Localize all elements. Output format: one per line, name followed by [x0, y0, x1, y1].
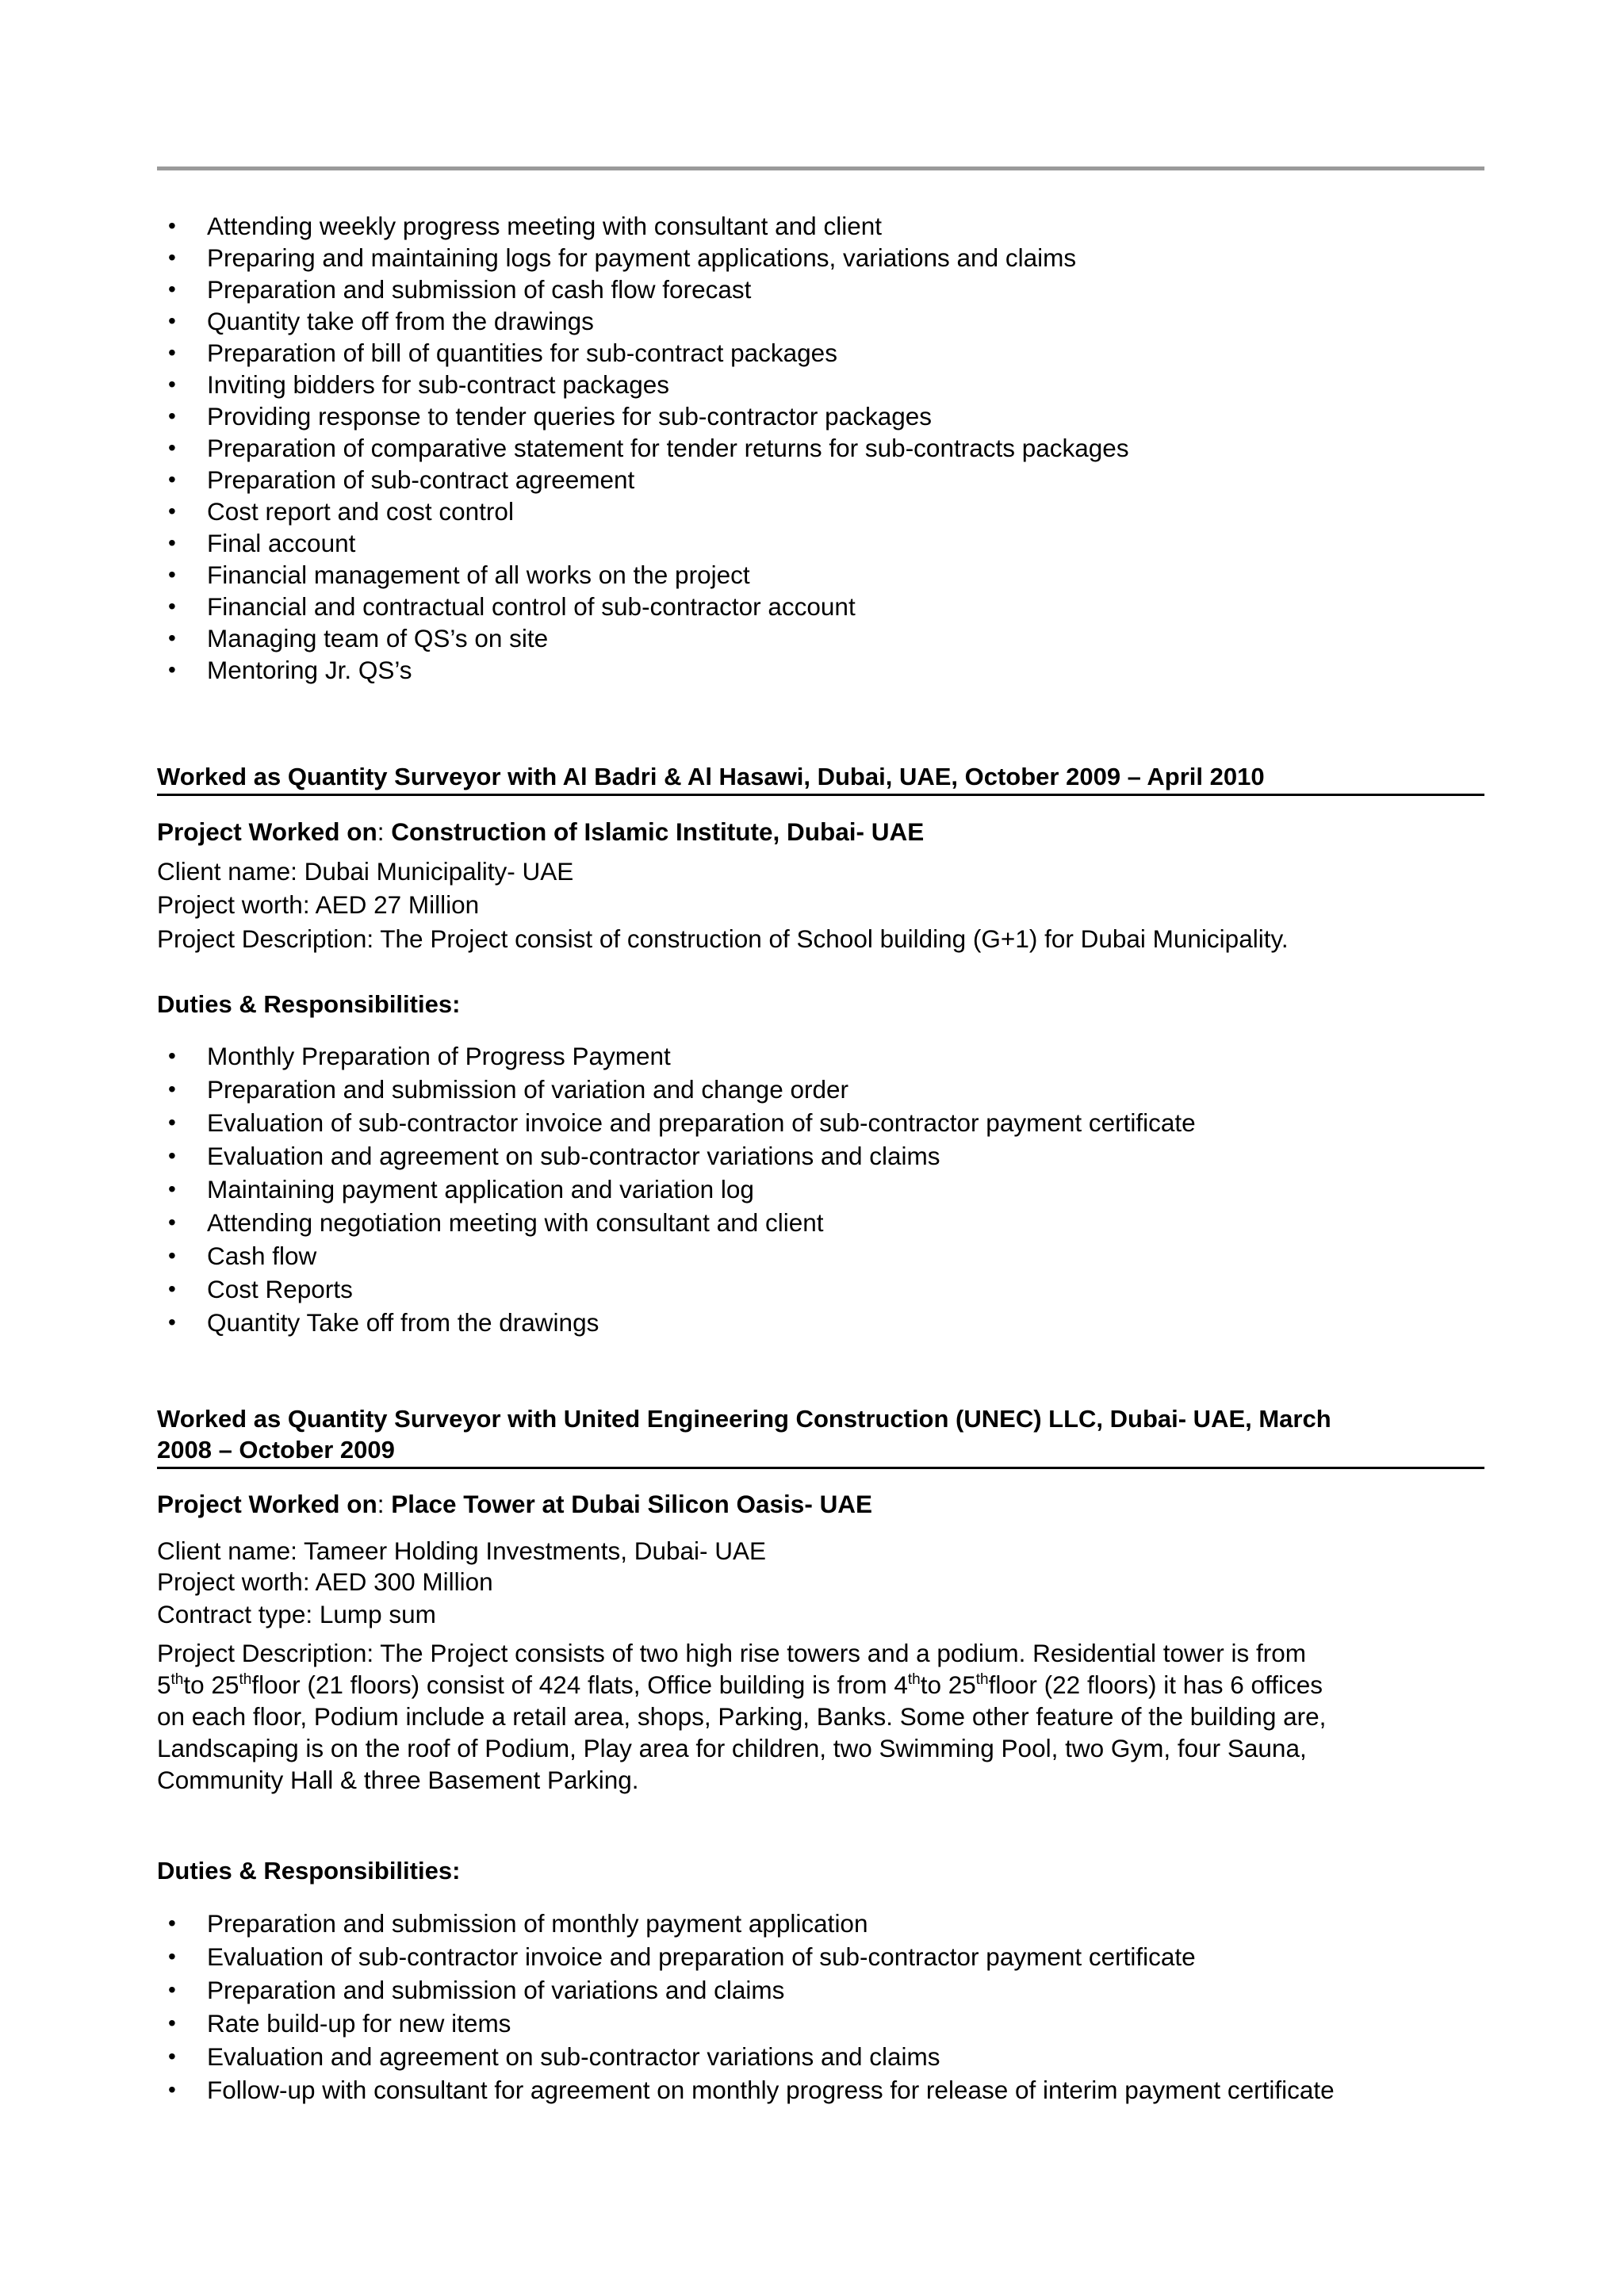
job1-heading: Worked as Quantity Surveyor with Al Badri & Al Hasawi, Dubai, UAE, October 2009 – April 2010	[157, 761, 1484, 796]
desc-superscript: th	[239, 1671, 252, 1688]
list-item: • Cost Reports	[157, 1272, 1489, 1306]
list-item: • Preparing and maintaining logs for payment applications, variations and claims	[157, 242, 1489, 274]
list-item: • Preparation and submission of monthly payment application	[157, 1907, 1489, 1940]
desc-fragment: floor (21 floors) consist of 424 flats, Office building is from 4	[251, 1670, 908, 1699]
desc-superscript: th	[170, 1671, 184, 1688]
job1-description: Project Description: The Project consist of construction of School building (G+1) for Dubai Municipality.	[157, 924, 1289, 953]
desc-fragment: to 25	[183, 1670, 239, 1699]
list-item: • Evaluation and agreement on sub-contractor variations and claims	[157, 1139, 1489, 1173]
job1-client: Client name: Dubai Municipality- UAE	[157, 857, 574, 886]
job2-project-line	[157, 1488, 872, 1520]
list-item: • Maintaining payment application and variation log	[157, 1173, 1489, 1206]
job1-project-line	[157, 816, 924, 848]
list-item: • Cost report and cost control	[157, 496, 1489, 527]
list-item: • Preparation of bill of quantities for sub-contract packages	[157, 337, 1489, 369]
list-item: • Monthly Preparation of Progress Payment	[157, 1039, 1489, 1073]
job2-heading-line1: Worked as Quantity Surveyor with United Engineering Construction (UNEC) LLC, Dubai- UAE, March	[157, 1405, 1331, 1433]
list-item: • Managing team of QS’s on site	[157, 622, 1489, 654]
list-item: • Final account	[157, 527, 1489, 559]
project-label: Project Worked on	[157, 1490, 377, 1518]
list-item: • Quantity take off from the drawings	[157, 305, 1489, 337]
job2-description	[157, 1637, 1497, 1796]
job2-heading-line2: 2008 – October 2009	[157, 1436, 395, 1464]
list-item: • Attending weekly progress meeting with consultant and client	[157, 210, 1489, 242]
list-item: • Mentoring Jr. QS’s	[157, 654, 1489, 686]
job1-duties-list	[157, 1039, 1489, 1339]
list-item: • Inviting bidders for sub-contract packages	[157, 369, 1489, 400]
project-label: Project Worked on	[157, 817, 377, 846]
list-item: • Rate build-up for new items	[157, 2007, 1489, 2040]
job1-worth: Project worth: AED 27 Million	[157, 890, 480, 919]
desc-superscript: th	[975, 1671, 989, 1688]
job2-heading	[157, 1403, 1484, 1469]
job2-client: Client name: Tameer Holding Investments, Dubai- UAE	[157, 1536, 767, 1565]
project-separator: :	[377, 1490, 392, 1518]
list-item: • Preparation and submission of variation and change order	[157, 1073, 1489, 1106]
desc-fragment: to 25	[920, 1670, 976, 1699]
job2-duties-list	[157, 1907, 1489, 2107]
list-item: • Evaluation of sub-contractor invoice and preparation of sub-contractor payment certificate	[157, 1940, 1489, 1973]
project-name: Construction of Islamic Institute, Dubai- UAE	[391, 817, 925, 846]
project-name: Place Tower at Dubai Silicon Oasis- UAE	[391, 1490, 873, 1518]
list-item: • Financial management of all works on the project	[157, 559, 1489, 591]
list-item: • Attending negotiation meeting with consultant and client	[157, 1206, 1489, 1239]
desc-line: Project Description: The Project consists of two high rise towers and a podium. Residential tower is from	[157, 1639, 1307, 1667]
list-item: • Preparation of sub-contract agreement	[157, 464, 1489, 496]
list-item: • Quantity Take off from the drawings	[157, 1306, 1489, 1339]
list-item: • Cash flow	[157, 1239, 1489, 1272]
top-divider	[157, 166, 1484, 170]
desc-line: Landscaping is on the roof of Podium, Play area for children, two Swimming Pool, two Gym, four Sauna,	[157, 1734, 1307, 1762]
list-item: • Preparation and submission of cash flow forecast	[157, 274, 1489, 305]
desc-fragment: floor (22 floors) it has 6 offices	[988, 1670, 1323, 1699]
desc-line-floors	[157, 1669, 1497, 1701]
desc-superscript: th	[907, 1671, 921, 1688]
desc-line: on each floor, Podium include a retail area, shops, Parking, Banks. Some other feature of the building are,	[157, 1702, 1327, 1731]
desc-fragment: 5	[157, 1670, 171, 1699]
top-duties-list	[157, 210, 1489, 686]
list-item: • Financial and contractual control of sub-contractor account	[157, 591, 1489, 622]
list-item: • Evaluation and agreement on sub-contractor variations and claims	[157, 2040, 1489, 2073]
project-separator: :	[377, 817, 392, 846]
desc-line: Community Hall & three Basement Parking.	[157, 1766, 639, 1794]
job1-duties-heading: Duties & Responsibilities:	[157, 990, 461, 1018]
job2-contract-type: Contract type: Lump sum	[157, 1600, 436, 1628]
list-item: • Follow-up with consultant for agreement on monthly progress for release of interim payment certificate	[157, 2073, 1489, 2107]
list-item: • Evaluation of sub-contractor invoice and preparation of sub-contractor payment certificate	[157, 1106, 1489, 1139]
job2-duties-heading: Duties & Responsibilities:	[157, 1857, 461, 1885]
list-item: • Preparation of comparative statement for tender returns for sub-contracts packages	[157, 432, 1489, 464]
list-item: • Preparation and submission of variations and claims	[157, 1973, 1489, 2007]
job2-worth: Project worth: AED 300 Million	[157, 1567, 493, 1596]
list-item: • Providing response to tender queries for sub-contractor packages	[157, 400, 1489, 432]
